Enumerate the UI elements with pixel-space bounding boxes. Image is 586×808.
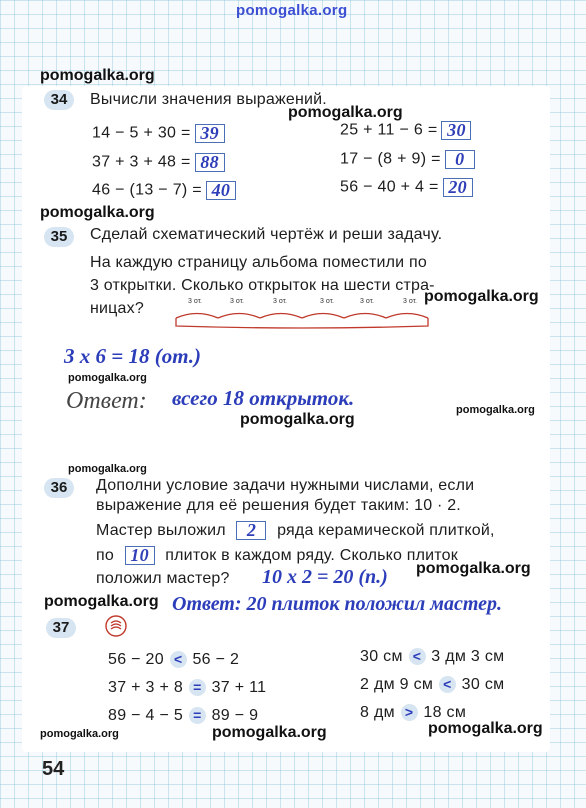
comparison-row [108,707,258,725]
task36-answer: Ответ: 20 плиток положил мастер. [172,593,503,615]
task34-instruction: Вычисли значения выражений. [90,91,327,108]
text-fragment: Мастер выложил [96,522,226,539]
arc-label: 3 от. [273,298,287,305]
comparison-right: 89 − 9 [211,707,259,724]
schematic-arc [302,314,344,319]
schematic-total-brace [176,318,428,328]
text-fragment: по [96,547,114,564]
comparison-row [108,651,239,669]
answer-box[interactable]: 40 [206,181,236,200]
task36-text-line: выражение для её решения будет таким: 10 · 2. [96,497,461,514]
fill-box[interactable]: 10 [125,546,155,565]
expression-text: 17 − (8 + 9) = [340,150,441,168]
watermark: pomogalka.org [44,593,159,610]
comparison-right: 3 дм 3 см [431,648,505,665]
schematic-arc [260,314,302,319]
task34-expression [92,124,225,143]
watermark: pomogalka.org [424,288,539,305]
brain-icon [104,614,128,638]
watermark: pomogalka.org [416,560,531,577]
answer-label: Ответ: [66,388,147,414]
comparison-row [360,648,504,666]
answer-box[interactable]: 39 [195,124,225,143]
comparison-right: 18 см [423,704,467,721]
comparison-right: 56 − 2 [192,651,240,668]
task36-text-line: положил мастер? [96,570,230,587]
text-fragment: ряда керамической плиткой, [277,522,495,539]
comparison-row [360,676,504,694]
task-number-35: 35 [44,227,74,247]
answer-box[interactable]: 20 [443,178,473,197]
arc-label: 3 от. [188,298,202,305]
schematic-arc [344,314,386,319]
comparison-sign[interactable]: < [439,676,456,693]
task-number-37: 37 [46,618,76,638]
comparison-sign[interactable]: < [409,648,426,665]
schematic-arc [386,314,428,319]
expression-text: 14 − 5 + 30 = [92,124,191,142]
watermark: pomogalka.org [40,728,119,740]
comparison-left: 8 дм [360,704,395,721]
answer-box[interactable]: 30 [441,121,471,140]
watermark: pomogalka.org [212,724,327,741]
answer-box[interactable]: 88 [195,153,225,172]
fill-box[interactable]: 2 [236,521,266,540]
page-number: 54 [42,758,65,780]
task36-text-line [96,518,495,543]
task34-expression [340,150,475,169]
watermark: pomogalka.org [40,67,155,84]
comparison-right: 30 см [461,676,505,693]
task35-text-line: 3 открытки. Сколько открыток на шести стра- [90,277,435,294]
watermark-top: pomogalka.org [236,2,348,19]
task34-expression [92,181,236,200]
watermark: pomogalka.org [68,372,147,384]
watermark: pomogalka.org [68,463,147,475]
task35-instruction: Сделай схематический чертёж и реши задачу. [90,226,443,243]
comparison-left: 89 − 4 − 5 [108,707,184,724]
task34-expression [92,153,225,172]
task-number-36: 36 [44,478,74,498]
arc-label: 3 от. [360,298,374,305]
task35-answer: всего 18 открыток. [172,386,355,410]
comparison-right: 37 + 11 [211,679,267,696]
expression-text: 37 + 3 + 48 = [92,153,191,171]
watermark: pomogalka.org [288,104,403,121]
expression-text: 25 + 11 − 6 = [340,121,438,139]
watermark: pomogalka.org [40,204,155,221]
task34-expression [340,121,471,140]
arc-label: 3 от. [403,298,417,305]
answer-box[interactable]: 0 [445,150,475,169]
task36-text-line [96,543,458,568]
text-fragment: плиток в каждом ряду. Сколько плиток [165,547,458,564]
comparison-row [108,679,266,697]
arc-label: 3 от. [230,298,244,305]
task34-expression [340,178,473,197]
comparison-left: 37 + 3 + 8 [108,679,184,696]
comparison-sign[interactable]: < [170,651,187,668]
schematic-drawing [172,306,436,332]
schematic-arc [218,314,260,319]
comparison-left: 2 дм 9 см [360,676,434,693]
comparison-left: 30 см [360,648,403,665]
comparison-sign[interactable]: > [401,704,418,721]
comparison-sign[interactable]: = [189,707,206,724]
task35-text-line: ницах? [90,300,144,317]
task35-solution: 3 x 6 = 18 (от.) [64,344,202,368]
comparison-sign[interactable]: = [189,679,206,696]
watermark: pomogalka.org [456,404,535,416]
task-number-34: 34 [44,90,74,110]
watermark: pomogalka.org [428,720,543,737]
comparison-row [360,704,466,722]
watermark: pomogalka.org [240,411,355,428]
arc-label: 3 от. [320,298,334,305]
task36-text-line: Дополни условие задачи нужными числами, если [96,477,475,494]
task36-solution: 10 x 2 = 20 (п.) [262,566,388,588]
expression-text: 46 − (13 − 7) = [92,181,202,199]
expression-text: 56 − 40 + 4 = [340,178,439,196]
schematic-arc [176,314,218,319]
task35-text-line: На каждую страницу альбома поместили по [90,254,427,271]
comparison-left: 56 − 20 [108,651,164,668]
